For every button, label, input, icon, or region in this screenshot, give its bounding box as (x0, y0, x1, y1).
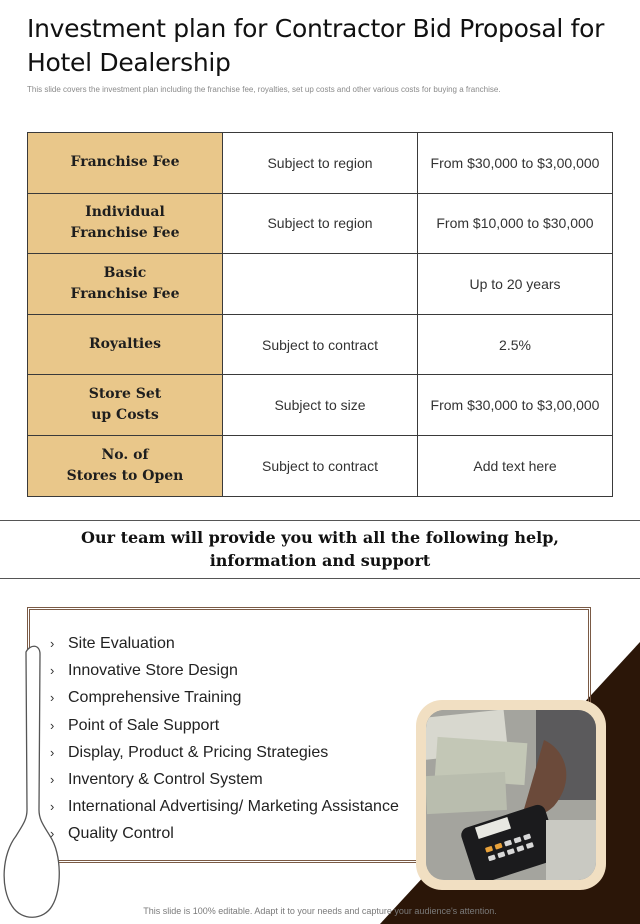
row-label (28, 254, 223, 315)
list-item (50, 684, 399, 711)
list-item-label: Display, Product & Pricing Strategies (68, 743, 329, 761)
row-basis: Subject to size (223, 375, 418, 436)
list-item (50, 766, 399, 793)
investment-plan-table (27, 132, 613, 497)
chevron-right-icon: › (50, 799, 55, 815)
support-heading (0, 526, 640, 572)
row-label (28, 133, 223, 194)
row-label-line: Franchise Fee (70, 225, 180, 242)
chevron-right-icon: › (50, 826, 55, 842)
row-label (28, 435, 223, 496)
row-basis: Subject to region (223, 193, 418, 254)
divider-bottom (0, 578, 640, 579)
row-label-line: up Costs (91, 407, 159, 424)
page-title: Investment plan for Contractor Bid Proposal for Hotel Dealership (27, 14, 605, 77)
list-item (50, 739, 399, 766)
chevron-right-icon: › (50, 772, 55, 788)
chevron-right-icon: › (50, 663, 55, 679)
list-item (50, 793, 399, 820)
chevron-right-icon: › (50, 717, 55, 733)
table-row (28, 375, 613, 436)
row-basis: Subject to region (223, 133, 418, 194)
row-value: From $30,000 to $3,00,000 (418, 133, 613, 194)
list-item-label: Comprehensive Training (68, 689, 242, 707)
row-value: Up to 20 years (418, 254, 613, 315)
table-row (28, 193, 613, 254)
row-label-line: Stores to Open (66, 467, 184, 484)
row-value: 2.5% (418, 314, 613, 375)
support-heading-line2: information and support (209, 551, 431, 570)
row-basis: Subject to contract (223, 435, 418, 496)
row-label-line: Franchise Fee (70, 154, 180, 171)
row-label-line: No. of (101, 446, 149, 463)
row-label (28, 375, 223, 436)
list-item-label: Site Evaluation (68, 635, 175, 652)
support-list (50, 630, 399, 848)
table-row (28, 254, 613, 315)
list-item-label: Point of Sale Support (68, 716, 220, 734)
chevron-right-icon: › (50, 690, 55, 706)
list-item-label: Inventory & Control System (68, 771, 263, 789)
footer-note: This slide is 100% editable. Adapt it to your needs and capture your audience's attention. (143, 906, 497, 916)
row-label-line: Store Set (88, 386, 162, 403)
list-item (50, 820, 399, 847)
row-label (28, 314, 223, 375)
table-row (28, 435, 613, 496)
photo-illustration (426, 710, 596, 880)
list-item (50, 657, 399, 684)
row-value: Add text here (418, 435, 613, 496)
list-item-label: International Advertising/ Marketing Assistance (68, 798, 399, 816)
chevron-right-icon: › (50, 744, 55, 760)
calculator-money-photo (426, 710, 596, 880)
row-value: From $30,000 to $3,00,000 (418, 375, 613, 436)
row-label-line: Individual (85, 204, 165, 221)
list-item (50, 630, 399, 657)
page-subtitle: This slide covers the investment plan including the franchise fee, royalties, set up costs and other various costs for buying a franchise. (27, 85, 501, 94)
support-heading-line1: Our team will provide you with all the following help, (81, 528, 559, 547)
row-label-line: Franchise Fee (70, 285, 180, 302)
row-label (28, 193, 223, 254)
table-row (28, 314, 613, 375)
list-item-label: Quality Control (68, 825, 174, 843)
list-item (50, 712, 399, 739)
chevron-right-icon: › (50, 636, 55, 651)
row-value: From $10,000 to $30,000 (418, 193, 613, 254)
table-row (28, 133, 613, 194)
row-basis: Subject to contract (223, 314, 418, 375)
row-label-line: Basic (103, 264, 147, 281)
list-item-label: Innovative Store Design (68, 662, 238, 680)
divider-top (0, 520, 640, 521)
row-basis (223, 254, 418, 315)
photo-frame (416, 700, 606, 890)
row-label-line: Royalties (88, 336, 162, 353)
